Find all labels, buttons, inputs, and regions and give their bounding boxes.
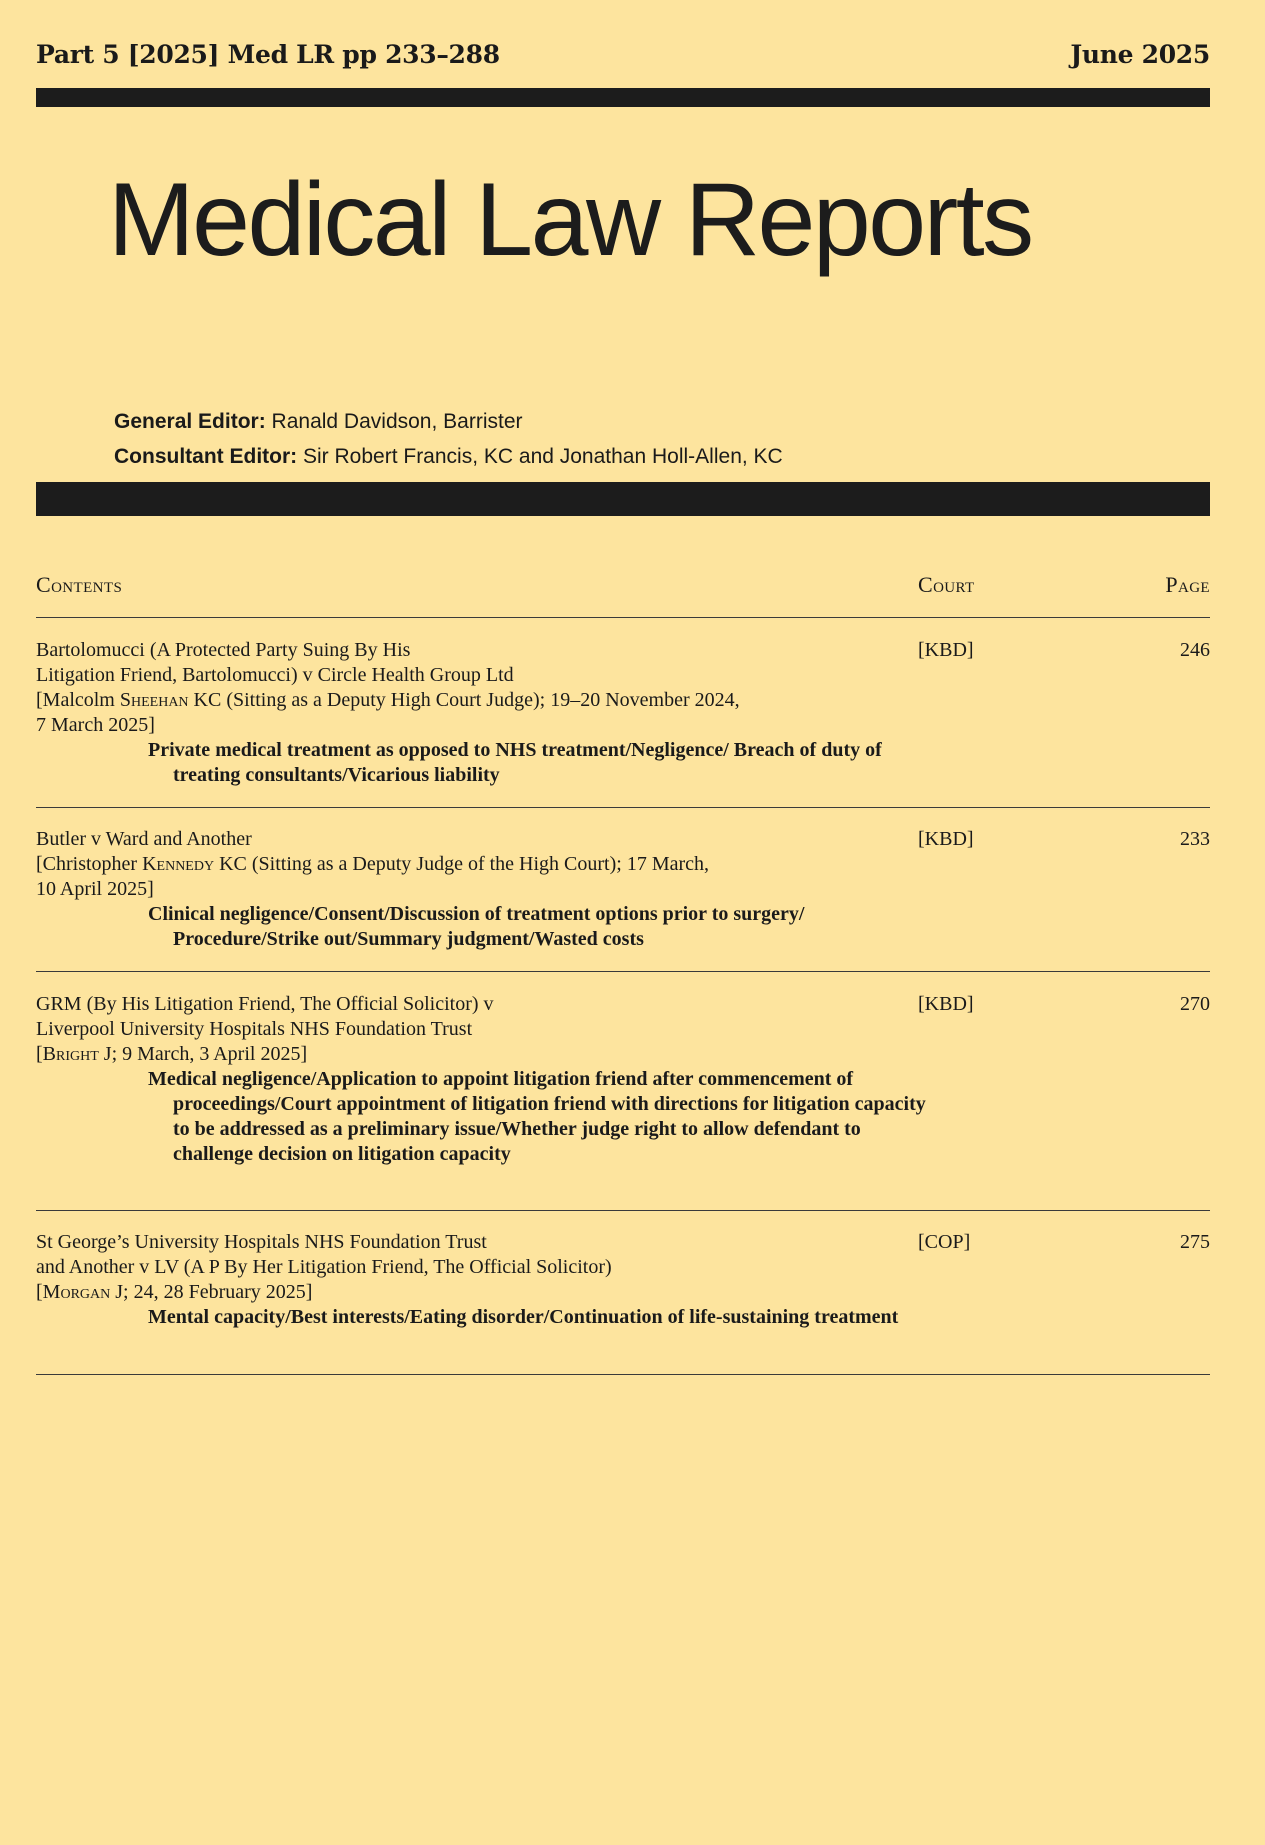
page-number: 233	[1180, 828, 1210, 850]
case-keywords: Clinical negligence/Consent/Discussion of treatment options prior to surgery/ Procedure/Strike out/Summary judgment/Wasted costs	[148, 903, 805, 950]
case-citation	[36, 638, 896, 788]
general-editor-name: Ranald Davidson, Barrister	[271, 410, 523, 433]
case-keywords: Private medical treatment as opposed to NHS treatment/Negligence/ Breach of duty of treating consultants/Vicarious liability	[148, 739, 882, 786]
judge-line	[36, 1280, 896, 1305]
table-rule	[36, 1210, 1210, 1211]
journal-title: Medical Law Reports	[108, 162, 1032, 278]
judge-suffix: KC (Sitting as a Deputy High Court Judge); 19–20 November 2024,	[188, 689, 740, 711]
judge-name: Morgan	[42, 1281, 111, 1303]
case-title-line: Liverpool University Hospitals NHS Foundation Trust	[36, 1018, 473, 1040]
court-code: [KBD]	[918, 993, 974, 1015]
case-title-line: St George’s University Hospitals NHS Foundation Trust	[36, 1231, 487, 1253]
judge-line	[36, 688, 896, 713]
case-title-line: GRM (By His Litigation Friend, The Official Solicitor) v	[36, 993, 494, 1015]
table-rule	[36, 1374, 1210, 1375]
page-number: 246	[1180, 639, 1210, 661]
court-code: [COP]	[918, 1231, 971, 1253]
date-line: 7 March 2025]	[36, 714, 155, 736]
case-citation	[36, 1230, 899, 1330]
case-title-line: Bartolomucci (A Protected Party Suing By His	[36, 639, 411, 661]
judge-name: Kennedy	[142, 853, 215, 875]
judge-line	[36, 852, 896, 877]
issue-header	[36, 40, 1210, 69]
case-title-line: Butler v Ward and Another	[36, 828, 252, 850]
table-rule	[36, 807, 1210, 808]
case-keywords: Medical negligence/Application to appoint litigation friend after commencement of proceedings/Court appointment of litigation friend with directions for litigation capacity to be addressed as a preliminary issue/Whether judge right to allow defendant to challenge decision on litigation capacity	[148, 1068, 926, 1165]
consultant-editor-names: Sir Robert Francis, KC and Jonathan Holl-Allen, KC	[303, 445, 783, 468]
case-citation	[36, 992, 926, 1167]
judge-name: Bright	[42, 1043, 99, 1065]
judge-line	[36, 1042, 896, 1067]
judge-suffix: KC (Sitting as a Deputy Judge of the High Court); 17 March,	[214, 853, 710, 875]
table-rule	[36, 971, 1210, 972]
page-column-label: Page	[1165, 572, 1210, 597]
judge-prefix: [Christopher	[36, 853, 143, 875]
judge-suffix: J; 24, 28 February 2025]	[110, 1281, 313, 1303]
page-number: 275	[1180, 1231, 1210, 1253]
issue-reference: Part 5 [2025] Med LR pp 233–288	[36, 40, 500, 69]
case-title-line: Litigation Friend, Bartolomucci) v Circle Health Group Ltd	[36, 664, 514, 686]
court-code: [KBD]	[918, 828, 974, 850]
case-keywords: Mental capacity/Best interests/Eating disorder/Continuation of life-sustaining treatment	[148, 1306, 899, 1328]
header-divider-bar	[36, 88, 1210, 107]
judge-prefix: [	[36, 1043, 43, 1065]
judge-prefix: [	[36, 1281, 43, 1303]
contents-column-label: Contents	[36, 572, 123, 597]
general-editor-label: General Editor:	[114, 410, 266, 433]
case-title-line: and Another v LV (A P By Her Litigation Friend, The Official Solicitor)	[36, 1256, 612, 1278]
issue-date: June 2025	[1070, 40, 1210, 69]
editors-block	[114, 404, 783, 474]
judge-prefix: [Malcolm	[36, 689, 120, 711]
page-number: 270	[1180, 993, 1210, 1015]
contents-header	[36, 572, 1210, 602]
judge-name: Sheehan	[119, 689, 189, 711]
court-column-label: Court	[918, 572, 975, 597]
case-citation	[36, 827, 896, 952]
judge-suffix: J; 9 March, 3 April 2025]	[98, 1043, 308, 1065]
consultant-editor-line	[114, 439, 783, 474]
date-line: 10 April 2025]	[36, 878, 154, 900]
consultant-editor-label: Consultant Editor:	[114, 445, 298, 468]
table-rule	[36, 617, 1210, 618]
general-editor-line	[114, 404, 783, 439]
editors-divider-bar	[36, 482, 1210, 516]
court-code: [KBD]	[918, 639, 974, 661]
